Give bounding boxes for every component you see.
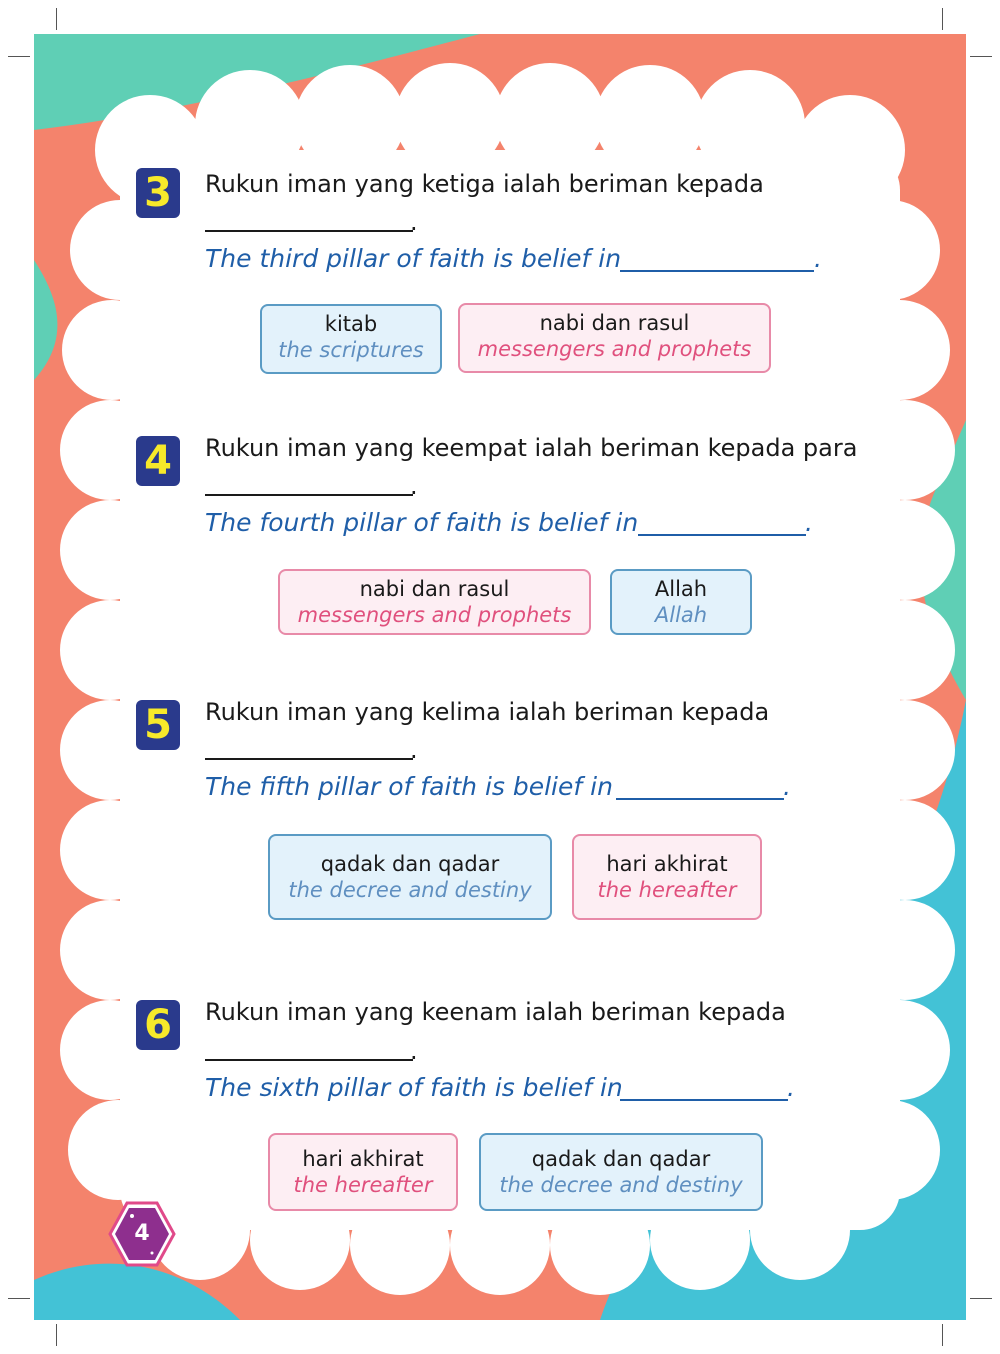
full-stop: . (410, 208, 418, 236)
option-card[interactable] (268, 1133, 458, 1211)
option-malay: Allah (654, 577, 708, 601)
option-card[interactable] (572, 834, 762, 920)
full-stop: . (410, 736, 418, 764)
crop-mark (8, 1298, 30, 1299)
option-card[interactable] (260, 304, 442, 374)
option-card[interactable] (610, 569, 752, 635)
full-stop: . (787, 1073, 795, 1102)
option-english: the scriptures (278, 338, 424, 362)
page-number: 4 (134, 1221, 150, 1246)
answer-blank-malay[interactable] (205, 758, 413, 760)
answer-blank-english[interactable] (638, 534, 806, 536)
full-stop: . (410, 472, 418, 500)
question-number: 3 (136, 168, 180, 218)
answer-blank-english[interactable] (616, 798, 784, 800)
question-english-text: The third pillar of faith is belief in (205, 244, 622, 273)
crop-mark (56, 1324, 57, 1346)
full-stop: . (410, 1037, 418, 1065)
question-malay-text: Rukun iman yang keempat ialah beriman kepada para (205, 434, 858, 462)
answer-blank-english[interactable] (620, 1099, 788, 1101)
option-english: the hereafter (597, 878, 737, 902)
option-english: Allah (654, 603, 708, 627)
full-stop: . (814, 244, 822, 273)
option-english: messengers and prophets (477, 337, 752, 361)
question-malay-text: Rukun iman yang keenam ialah beriman kepada (205, 998, 786, 1026)
option-malay: kitab (324, 312, 378, 336)
option-english: the hereafter (293, 1173, 433, 1197)
question-malay-text: Rukun iman yang kelima ialah beriman kepada (205, 698, 770, 726)
question-malay-text: Rukun iman yang ketiga ialah beriman kepada (205, 170, 764, 198)
option-card[interactable] (458, 303, 771, 373)
full-stop: . (783, 772, 791, 801)
option-malay: qadak dan qadar (320, 852, 500, 876)
question-english-text: The sixth pillar of faith is belief in (205, 1073, 623, 1102)
answer-blank-malay[interactable] (205, 494, 413, 496)
answer-blank-malay[interactable] (205, 1059, 413, 1061)
option-malay: hari akhirat (606, 852, 728, 876)
full-stop: . (805, 508, 813, 537)
crop-mark (8, 56, 30, 57)
question-number: 5 (136, 700, 180, 750)
crop-mark (970, 1298, 992, 1299)
crop-mark (942, 1324, 943, 1346)
crop-mark (942, 8, 943, 30)
option-english: the decree and destiny (288, 878, 532, 902)
option-english: messengers and prophets (297, 603, 572, 627)
question-english-text: The fourth pillar of faith is belief in (205, 508, 639, 537)
option-card[interactable] (278, 569, 591, 635)
question-english-text: The fifth pillar of faith is belief in (205, 772, 613, 801)
answer-blank-english[interactable] (620, 270, 814, 272)
crop-mark (56, 8, 57, 30)
crop-mark (970, 56, 992, 57)
question-number: 4 (136, 436, 180, 486)
option-card[interactable] (268, 834, 552, 920)
question-number: 6 (136, 1000, 180, 1050)
option-malay: hari akhirat (302, 1147, 424, 1171)
option-card[interactable] (479, 1133, 763, 1211)
option-malay: qadak dan qadar (531, 1147, 711, 1171)
option-english: the decree and destiny (499, 1173, 743, 1197)
option-malay: nabi dan rasul (539, 311, 690, 335)
option-malay: nabi dan rasul (359, 577, 510, 601)
answer-blank-malay[interactable] (205, 230, 413, 232)
